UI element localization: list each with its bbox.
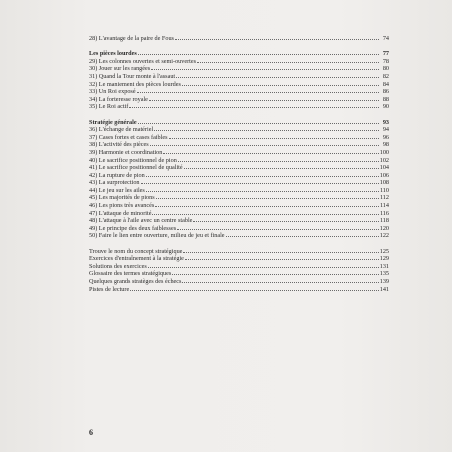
toc-entry <box>89 72 389 80</box>
toc-entry-title: Exercices d'entraînement à la stratégie <box>89 255 184 263</box>
dot-leader <box>169 133 379 139</box>
toc-entry <box>89 201 389 209</box>
toc-entry <box>89 193 389 201</box>
toc-entry-page: 90 <box>382 103 389 111</box>
toc-entry-title: 38) L'activité des pièces <box>89 141 149 149</box>
toc-entry <box>89 231 389 239</box>
dot-leader <box>182 80 379 86</box>
toc-entry <box>89 125 389 133</box>
toc-entry-title: 50) Faire le lien entre ouverture, milieu de jeu et finale <box>89 232 225 240</box>
toc-entry-title: 33) Un Roi exposé <box>89 88 136 96</box>
dot-leader <box>197 57 379 63</box>
dot-leader <box>155 201 379 207</box>
toc-entry-page: 118 <box>379 217 389 225</box>
toc-entry <box>89 57 389 65</box>
toc-entry-page: 120 <box>379 224 389 232</box>
dot-leader <box>146 171 379 177</box>
toc-entry-page: 116 <box>379 209 389 217</box>
dot-leader <box>175 34 379 40</box>
toc-entry-page: 141 <box>379 285 389 293</box>
toc-entry-title: 42) La rupture de pion <box>89 171 145 179</box>
toc-entry-title: 40) Le sacrifice positionnel de pion <box>89 156 177 164</box>
toc-entry <box>89 186 389 194</box>
dot-leader <box>163 148 378 154</box>
section-title: Les pièces lourdes <box>89 50 137 58</box>
toc-entry-page: 84 <box>382 80 389 88</box>
toc-entry-page: 129 <box>379 255 389 263</box>
toc-entry <box>89 216 389 224</box>
section-page: 93 <box>382 118 389 126</box>
toc-entry-page: 135 <box>379 270 389 278</box>
toc-entry-title: 34) La forteresse royale <box>89 95 148 103</box>
toc-entry-title: Pistes de lecture <box>89 285 130 293</box>
toc-entry-title: 35) Le Roi actif <box>89 103 129 111</box>
toc-entry-28 <box>89 34 389 42</box>
toc-entry-page: 78 <box>382 57 389 65</box>
toc-entry <box>89 163 389 171</box>
toc-entry <box>89 102 389 110</box>
toc-entry-title: Glossaire des termes stratégiques <box>89 270 172 278</box>
toc-entry-page: 98 <box>382 141 389 149</box>
dot-leader <box>130 285 379 291</box>
dot-leader <box>152 209 378 215</box>
dot-leader <box>182 277 378 283</box>
toc-entry <box>89 156 389 164</box>
toc-entry-page: 108 <box>379 179 389 187</box>
toc-entry <box>89 171 389 179</box>
toc-entry-page: 114 <box>379 202 389 210</box>
table-of-contents <box>89 34 389 292</box>
toc-entry-page: 110 <box>379 186 389 194</box>
toc-entry <box>89 178 389 186</box>
dot-leader <box>137 87 379 93</box>
dot-leader <box>129 102 379 108</box>
dot-leader <box>172 269 378 275</box>
dot-leader <box>177 224 379 230</box>
toc-entry-page: 102 <box>379 156 389 164</box>
dot-leader <box>138 49 379 55</box>
section-page: 77 <box>382 50 389 58</box>
toc-entry-title: 46) Les pions très avancés <box>89 202 155 210</box>
toc-entry-page: 112 <box>379 194 389 202</box>
toc-entry-title: 45) Les majorités de pions <box>89 194 155 202</box>
toc-entry-appendix <box>89 285 389 293</box>
toc-entry-page: 125 <box>379 247 389 255</box>
dot-leader <box>151 64 379 70</box>
toc-entry <box>89 148 389 156</box>
dot-leader <box>138 118 379 124</box>
toc-entry-appendix <box>89 269 389 277</box>
toc-entry <box>89 133 389 141</box>
toc-entry-title: 30) Jouer sur les rangées <box>89 65 151 73</box>
toc-entry-page: 74 <box>382 35 389 42</box>
dot-leader <box>193 216 379 222</box>
section-heading-strategie-generale <box>89 118 389 126</box>
toc-entry-title: 49) Le principe des deux faiblesses <box>89 224 177 232</box>
dot-leader <box>141 178 379 184</box>
section-heading-pieces-lourdes <box>89 49 389 57</box>
toc-entry-page: 80 <box>382 65 389 73</box>
toc-entry-appendix <box>89 262 389 270</box>
toc-entry <box>89 140 389 148</box>
toc-entry-title: 28) L'avantage de la paire de Fous <box>89 35 174 42</box>
toc-entry-title: 37) Cases fortes et cases faibles <box>89 133 168 141</box>
dot-leader <box>149 95 379 101</box>
toc-entry-page: 88 <box>382 95 389 103</box>
toc-entry <box>89 64 389 72</box>
toc-entry-page: 131 <box>379 262 389 270</box>
toc-entry <box>89 87 389 95</box>
toc-entry-page: 104 <box>379 164 389 172</box>
toc-entry-title: 48) L'attaque à l'aile avec un centre stable <box>89 217 193 225</box>
toc-entry-title: Quelques grands stratèges des échecs <box>89 278 182 285</box>
toc-entry-page: 139 <box>379 278 389 285</box>
toc-entry-page: 86 <box>382 88 389 96</box>
dot-leader <box>148 262 379 268</box>
section-title: Stratégie générale <box>89 118 137 126</box>
dot-leader <box>226 231 379 237</box>
toc-entry-page: 122 <box>379 232 389 240</box>
toc-entry-title: 32) Le maniement des pièces lourdes <box>89 80 181 88</box>
dot-leader <box>146 186 379 192</box>
toc-entry-title: 44) Le jeu sur les ailes <box>89 186 145 194</box>
dot-leader <box>178 156 379 162</box>
toc-entry-title: 29) Les colonnes ouvertes et semi-ouvertes <box>89 57 197 65</box>
dot-leader <box>176 72 379 78</box>
toc-entry-page: 82 <box>382 72 389 80</box>
toc-entry-page: 100 <box>379 148 389 156</box>
dot-leader <box>150 140 379 146</box>
dot-leader <box>183 247 378 253</box>
toc-entry <box>89 80 389 88</box>
toc-entry-title: 36) L'échange de matériel <box>89 126 154 134</box>
toc-entry-title: 43) La surprotection <box>89 179 140 187</box>
toc-entry-title: 41) Le sacrifice positionnel de qualité <box>89 164 183 172</box>
toc-entry <box>89 224 389 232</box>
dot-leader <box>154 125 379 131</box>
page-number: 6 <box>89 428 93 437</box>
toc-entry-title: 31) Quand la Tour monte à l'assaut <box>89 72 176 80</box>
toc-entry-page: 106 <box>379 171 389 179</box>
toc-entry <box>89 95 389 103</box>
toc-entry-appendix <box>89 277 389 285</box>
toc-entry-title: Trouve le nom du concept stratégique <box>89 247 183 255</box>
toc-entry-title: Solutions des exercices <box>89 262 147 270</box>
toc-entry-appendix <box>89 247 389 255</box>
toc-entry-appendix <box>89 254 389 262</box>
toc-entry-title: 47) L'attaque de minorité <box>89 209 152 217</box>
toc-entry <box>89 209 389 217</box>
toc-entry-title: 39) Harmonie et coordination <box>89 148 163 156</box>
toc-entry-page: 96 <box>382 133 389 141</box>
dot-leader <box>185 254 379 260</box>
toc-entry-page: 94 <box>382 126 389 134</box>
dot-leader <box>184 163 379 169</box>
dot-leader <box>156 193 379 199</box>
